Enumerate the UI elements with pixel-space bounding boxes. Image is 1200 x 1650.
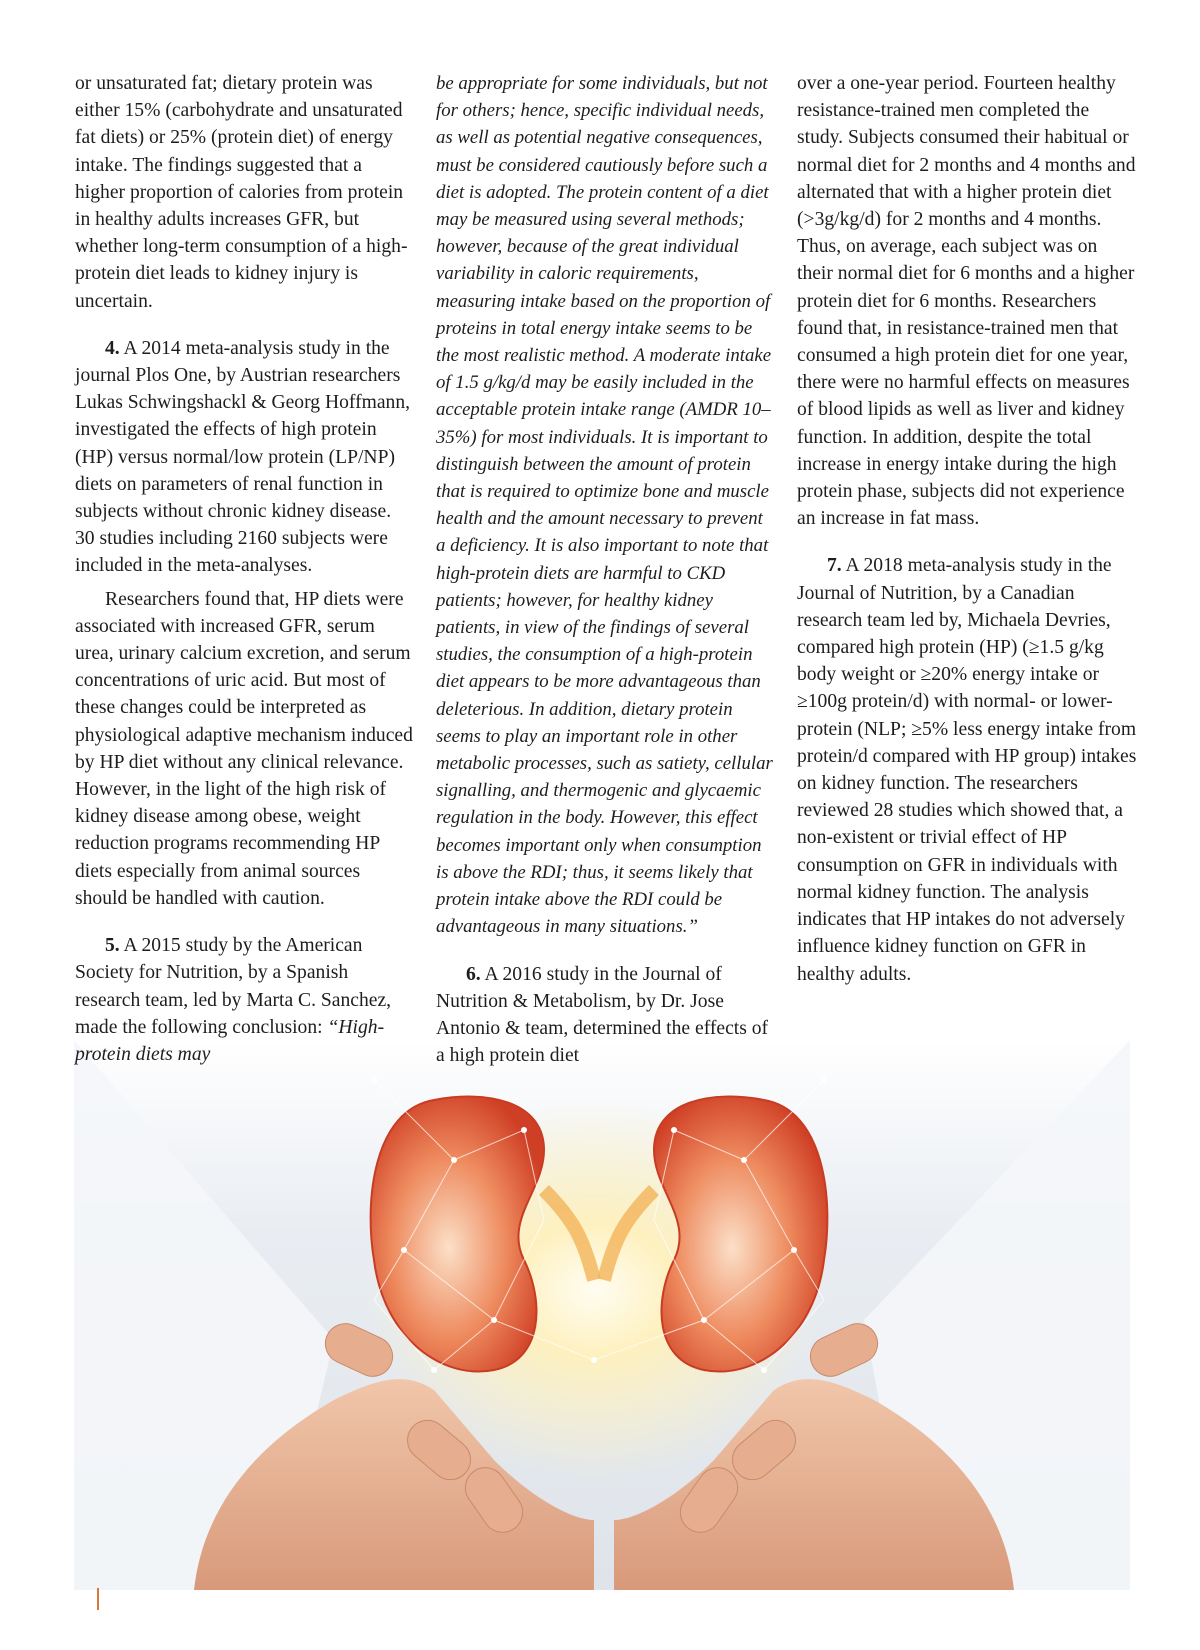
item-number-4: 4. (105, 337, 120, 359)
quote-continuation: be appropriate for some individuals, but not for others; hence, specific individual needs, as well as potential negative consequences, must be considered cautiously before such a diet is adopted. The protein content of a diet may be measured using several methods; however, because of the great individual variability in caloric requirements, measuring intake based on the proportion of proteins in total energy intake seems to be the most realistic method. A moderate intake of 1.5 g/kg/d may be easily included in the acceptable protein intake range (AMDR 10–35%) for most individuals. It is important to distinguish between the amount of protein that is required to optimize bone and muscle health and the amount necessary to prevent a deficiency. It is also important to note that high-protein diets are harmful to CKD patients; however, for healthy kidney patients, in view of the findings of several studies, the consumption of a high-protein diet appears to be more advantageous than deleterious. In addition, dietary protein seems to play an important role in other metabolic processes, such as satiety, cellular signalling, and thermogenic and glycaemic regulation in the body. However, this effect becomes important only when consumption is above the RDI; thus, it seems likely that protein intake above the RDI could be advantageous in many situations.” (436, 73, 773, 938)
item-number-7: 7. (827, 555, 842, 577)
article-column-1 (75, 70, 415, 1068)
item-number-5: 5. (105, 935, 120, 957)
column-1-paragraph-3: Researchers found that, HP diets were associated with increased GFR, serum urea, urinary calcium excretion, and serum concentrations of uric acid. But most of these changes could be interpreted as physiological adaptive mechanism induced by HP diet without any clinical relevance. However, in the light of the high risk of kidney disease among obese, weight reduction programs recommending HP diets especially from animal sources should be handled with caution. (75, 588, 413, 909)
article-column-3 (797, 70, 1137, 988)
column-1-paragraph-2-text: A 2014 meta-analysis study in the journal Plos One, by Austrian researchers Lukas Schwingshackl & Georg Hoffmann, investigated the effects of high protein (HP) versus normal/low protein (LP/NP) diets on parameters of renal function in subjects without chronic kidney disease. 30 studies including 2160 subjects were included in the meta-analyses. (75, 337, 411, 577)
article-column-2 (436, 70, 776, 1069)
column-2-paragraph-2-text: A 2016 study in the Journal of Nutrition & Metabolism, by Dr. Jose Antonio & team, determined the effects of a high protein diet (436, 963, 769, 1067)
column-3-paragraph-2 (797, 552, 1137, 987)
column-2-paragraph-2 (436, 961, 776, 1070)
footer-accent-bar (97, 1588, 99, 1610)
column-3-paragraph-1: over a one-year period. Fourteen healthy resistance-trained men completed the study. Subjects consumed their habitual or normal diet for 2 months and 4 months and alternated that with a higher protein diet (>3g/kg/d) for 2 months and 4 months. Thus, on average, each subject was on their normal diet for 6 months and a higher protein diet for 6 months. Researchers found that, in resistance-trained men that consumed a high protein diet for one year, there were no harmful effects on measures of blood lipids as well as liver and kidney function. In addition, despite the total increase in energy intake during the high protein phase, subjects did not experience an increase in fat mass. (797, 73, 1136, 530)
item-number-6: 6. (466, 963, 481, 985)
kidney-hands-illustration (74, 1040, 1130, 1590)
column-1-paragraph-1: or unsaturated fat; dietary protein was either 15% (carbohydrate and unsaturated fat diets) or 25% (protein diet) of energy intake. The findings suggested that a higher proportion of calories from protein in healthy adults increases GFR, but whether long-term consumption of a high-protein diet leads to kidney injury is uncertain. (75, 73, 408, 312)
column-1-paragraph-4-text: A 2015 study by the American Society for Nutrition, by a Spanish research team, led by Marta C. Sanchez, made the following conclusion: (75, 935, 392, 1038)
column-3-paragraph-2-text: A 2018 meta-analysis study in the Journal of Nutrition, by a Canadian research team led by, Michaela Devries, compared high protein (HP) (≥1.5 g/kg body weight or ≥20% energy intake or ≥100g protein/d) with normal- or lower-protein (NLP; ≥5% less energy intake from protein/d compared with HP group) intakes on kidney function. The researchers reviewed 28 studies which showed that, a non-existent or trivial effect of HP consumption on GFR in individuals with normal kidney function. The analysis indicates that HP intakes do not adversely influence kidney function on GFR in healthy adults. (797, 555, 1137, 985)
quote-start: “High-protein diets may (75, 1016, 385, 1065)
column-1-paragraph-4 (75, 932, 415, 1068)
column-1-paragraph-2 (75, 335, 415, 580)
